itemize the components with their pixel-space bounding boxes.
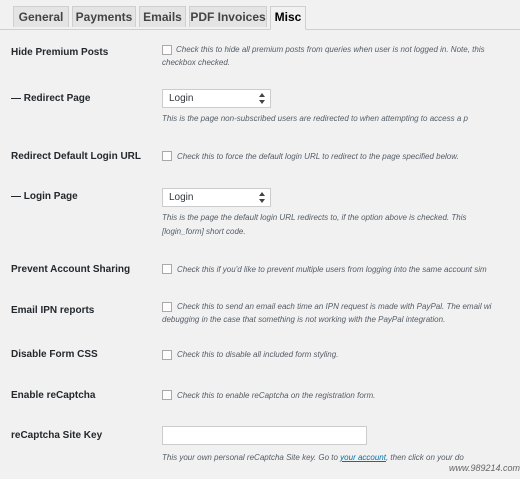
hide-premium-posts-description-cont: checkbox checked. (162, 58, 231, 67)
tab-general[interactable]: General (13, 6, 69, 27)
tab-payments[interactable]: Payments (72, 6, 136, 27)
select-arrows-icon (259, 93, 265, 104)
redirect-page-select[interactable] (162, 89, 271, 108)
your-account-link[interactable]: your account (340, 453, 386, 462)
enable-recaptcha-checkbox[interactable] (162, 390, 172, 400)
settings-tabs (0, 0, 520, 30)
disable-form-css-label: Disable Form CSS (11, 349, 98, 360)
prevent-account-sharing-label: Prevent Account Sharing (11, 264, 131, 275)
prevent-account-sharing-description: Check this if you'd like to prevent multiple users from logging into the same account sim (177, 265, 487, 274)
hide-premium-posts-label: Hide Premium Posts (11, 47, 109, 58)
recaptcha-site-key-label: reCaptcha Site Key (11, 430, 103, 441)
hide-premium-posts-checkbox[interactable] (162, 45, 172, 55)
enable-recaptcha-label: Enable reCaptcha (11, 390, 96, 401)
redirect-default-login-label: Redirect Default Login URL (11, 151, 142, 162)
redirect-page-description: This is the page non-subscribed users are redirected to when attempting to access a p (162, 114, 468, 123)
login-page-description-cont: [login_form] short code. (162, 227, 246, 236)
redirect-default-login-checkbox[interactable] (162, 151, 172, 161)
recaptcha-site-key-desc-after: , then click on your do (385, 453, 464, 462)
login-page-select[interactable] (162, 188, 271, 207)
recaptcha-site-key-desc-before: This your own personal reCaptcha Site key. Go to (162, 453, 341, 462)
login-page-label: — Login Page (11, 191, 78, 202)
recaptcha-site-key-input[interactable] (162, 426, 367, 445)
disable-form-css-checkbox[interactable] (162, 350, 172, 360)
email-ipn-reports-label: Email IPN reports (11, 305, 95, 316)
redirect-page-select-value: Login (169, 93, 194, 104)
enable-recaptcha-description: Check this to enable reCaptcha on the registration form. (177, 391, 376, 400)
tab-misc[interactable]: Misc (270, 6, 306, 30)
tab-emails[interactable]: Emails (139, 6, 186, 27)
hide-premium-posts-description: Check this to hide all premium posts from queries when user is not logged in. Note, this (176, 45, 485, 54)
redirect-default-login-description: Check this to force the default login URL to redirect to the page specified below. (177, 152, 459, 161)
login-page-description: This is the page the default login URL redirects to, if the option above is checked. This (162, 213, 467, 222)
email-ipn-reports-checkbox[interactable] (162, 302, 172, 312)
redirect-page-label: — Redirect Page (11, 93, 91, 104)
select-arrows-icon (259, 192, 265, 203)
disable-form-css-description: Check this to disable all included form styling. (177, 350, 339, 359)
login-page-select-value: Login (169, 192, 194, 203)
watermark: www.989214.com (448, 463, 520, 473)
email-ipn-reports-description: Check this to send an email each time an IPN request is made with PayPal. The email wi (177, 302, 492, 311)
email-ipn-reports-description-cont: debugging in the case that something is not working with the PayPal integration. (162, 315, 446, 324)
tab-pdf-invoices[interactable]: PDF Invoices (189, 6, 267, 27)
prevent-account-sharing-checkbox[interactable] (162, 264, 172, 274)
recaptcha-site-key-description (162, 452, 464, 463)
